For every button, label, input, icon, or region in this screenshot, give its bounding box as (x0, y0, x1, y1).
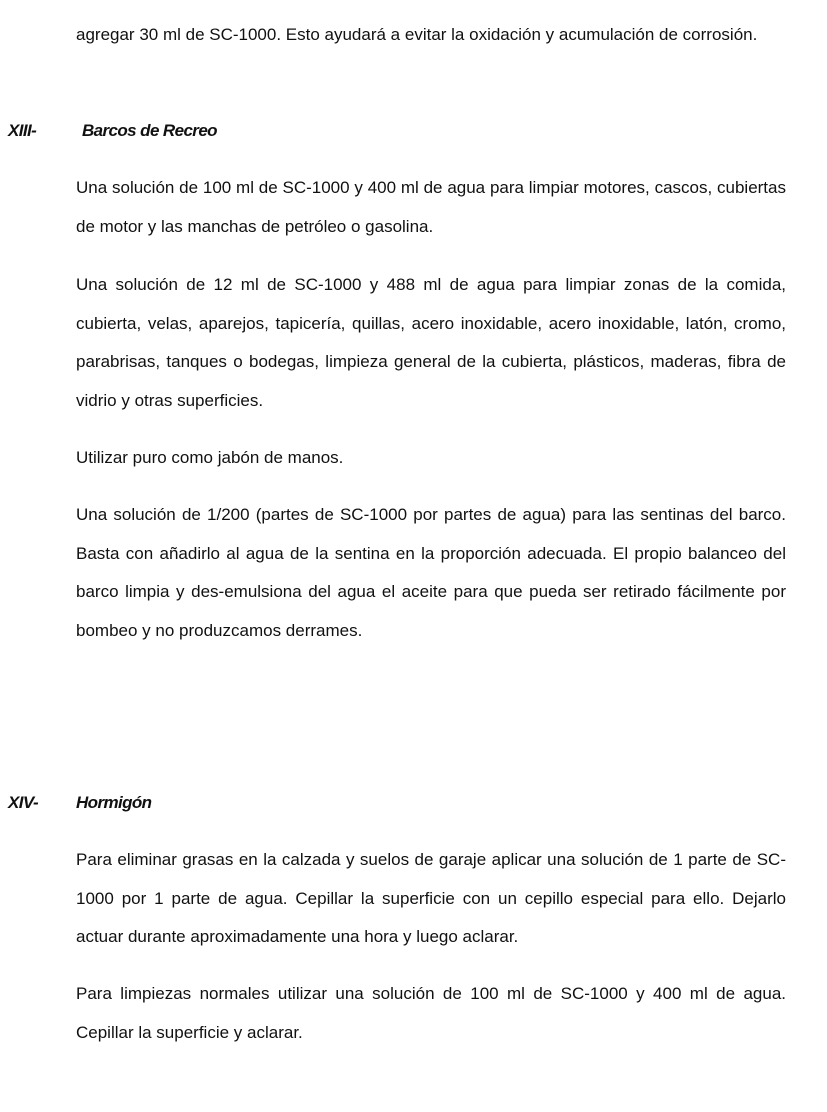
section-number: XIV- (8, 793, 39, 812)
section-title: Hormigón (76, 793, 152, 812)
intro-paragraph: agregar 30 ml de SC-1000. Esto ayudará a evitar la oxidación y acumulación de corrosión. (76, 25, 758, 44)
section-paragraph: Para eliminar grasas en la calzada y suelos de garaje aplicar una solución de 1 parte de SC-1000 por 1 parte de agua. Cepillar la superficie con un cepillo especial para ello. Dejarlo actuar durante aproximadamente una hora y luego aclarar. (76, 850, 786, 946)
section-number: XIII- (8, 121, 37, 140)
section-paragraph: Utilizar puro como jabón de manos. (76, 448, 344, 467)
section-heading-xiii (8, 121, 217, 141)
section-paragraph: Una solución de 100 ml de SC-1000 y 400 ml de agua para limpiar motores, cascos, cubiertas de motor y las manchas de petróleo o gasolina. (76, 178, 786, 236)
section-paragraph: Una solución de 12 ml de SC-1000 y 488 ml de agua para limpiar zonas de la comida, cubierta, velas, aparejos, tapicería, quillas, acero inoxidable, acero inoxidable, latón, cromo, parabrisas, tanques o bodegas, limpieza general de la cubierta, plásticos, maderas, fibra de vidrio y otras superficies. (76, 275, 786, 410)
section-paragraph: Para limpiezas normales utilizar una solución de 100 ml de SC-1000 y 400 ml de agua. Cepillar la superficie y aclarar. (76, 984, 786, 1042)
section-paragraph: Una solución de 1/200 (partes de SC-1000 por partes de agua) para las sentinas del barco. Basta con añadirlo al agua de la sentina en la proporción adecuada. El propio balanceo del barco limpia y des-emulsiona del agua el aceite para que pueda ser retirado fácilmente por bombeo y no produzcamos derrames. (76, 505, 786, 640)
section-title: Barcos de Recreo (82, 121, 217, 140)
section-heading-xiv (8, 793, 152, 813)
